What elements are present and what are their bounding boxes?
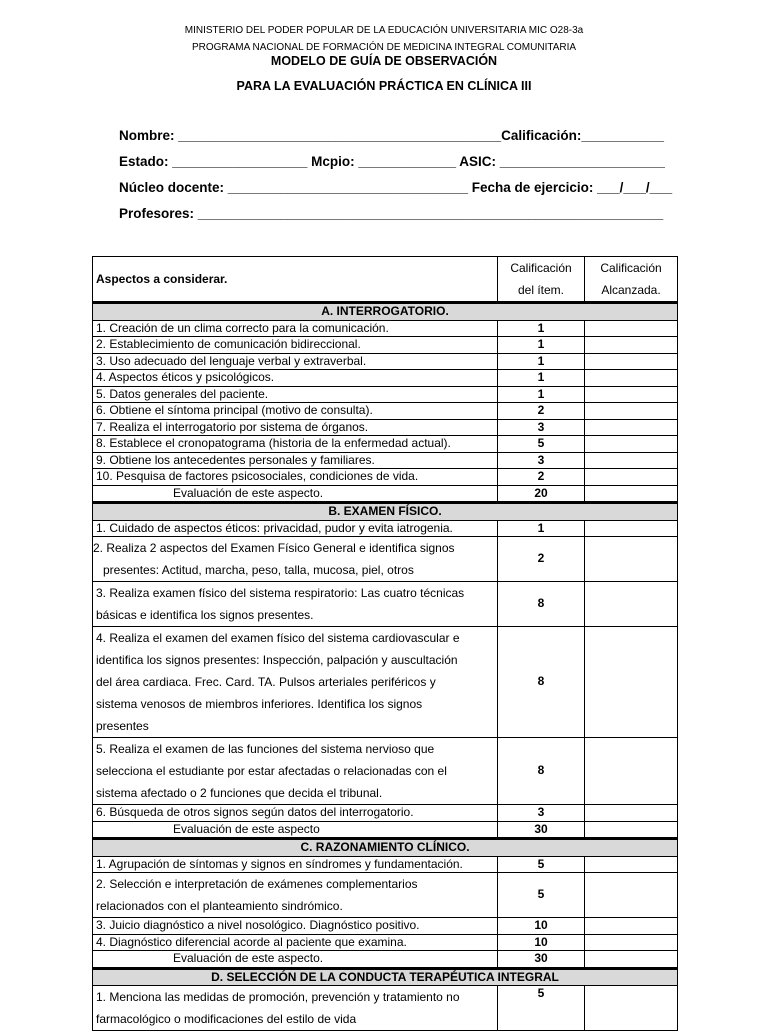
program-header: PROGRAMA NACIONAL DE FORMACIÓN DE MEDICINA INTEGRAL COMUNITARIA (191, 42, 577, 53)
profesores-field[interactable]: Profesores: ______________________________________________________________ (119, 206, 664, 221)
table-row: 2. Establecimiento de comunicación bidireccional. 1 (93, 337, 678, 354)
table-row: 1. Creación de un clima correcto para la comunicación. 1 (93, 320, 678, 337)
score-input-cell[interactable] (585, 469, 678, 486)
table-row: 2. Realiza 2 aspectos del Examen Físico General e identifica signos presentes: Actitud, marcha, peso, talla, mucosa, piel, otros 2 (93, 537, 678, 582)
table-row: 1. Agrupación de síntomas y signos en síndromes y fundamentación. 5 (93, 856, 678, 873)
table-row: 1. Menciona las medidas de promoción, prevención y tratamiento no farmacológico o modificaciones del estilo de vida 5 (93, 986, 678, 1031)
table-row: 9. Obtiene los antecedentes personales y familiares. 3 (93, 452, 678, 469)
score-input-cell[interactable] (585, 627, 678, 738)
table-row: 3. Realiza examen físico del sistema respiratorio: Las cuatro técnicas básicas e identifica los signos presentes. 8 (93, 582, 678, 627)
table-header-row (93, 257, 678, 303)
score-input-cell[interactable] (585, 918, 678, 935)
score-input-cell[interactable] (585, 337, 678, 354)
table-row: 4. Realiza el examen del examen físico del sistema cardiovascular e identifica los signos presentes: Inspección, palpación y auscultación del área cardiaca. Frec. Card. TA. Pulsos arteriales periféricos y sistema venosos de miembros inferiores. Identifica los signos presentes 8 (93, 627, 678, 738)
score-input-cell[interactable] (585, 805, 678, 822)
evaluation-table (92, 256, 678, 1031)
score-input-cell[interactable] (585, 436, 678, 453)
table-row: 8. Establece el cronopatograma (historia de la enfermedad actual). 5 (93, 436, 678, 453)
table-row: 6. Búsqueda de otros signos según datos del interrogatorio. 3 (93, 805, 678, 822)
score-input-cell[interactable] (585, 485, 678, 503)
section-c-total-row: Evaluación de este aspecto. 30 (93, 951, 678, 969)
score-input-cell[interactable] (585, 821, 678, 839)
table-row: 1. Cuidado de aspectos éticos: privacidad, pudor y evita iatrogenia. 1 (93, 520, 678, 537)
form-fields (119, 123, 679, 227)
score-input-cell[interactable] (585, 386, 678, 403)
section-c-header: C. RAZONAMIENTO CLÍNICO. (93, 839, 678, 857)
score-input-cell[interactable] (585, 582, 678, 627)
estado-field[interactable]: Estado: __________________ Mcpio: _____________ ASIC: ______________________ (119, 154, 665, 169)
section-b-total-row: Evaluación de este aspecto 30 (93, 821, 678, 839)
col-aspects-header: Aspectos a considerar. (93, 257, 498, 303)
score-input-cell[interactable] (585, 452, 678, 469)
score-input-cell[interactable] (585, 320, 678, 337)
score-input-cell[interactable] (585, 738, 678, 805)
score-input-cell[interactable] (585, 403, 678, 420)
col-item-score-header: Calificación del ítem. (498, 257, 585, 303)
table-row: 3. Uso adecuado del lenguaje verbal y extraverbal. 1 (93, 353, 678, 370)
score-input-cell[interactable] (585, 353, 678, 370)
table-row: 5. Realiza el examen de las funciones del sistema nervioso que selecciona el estudiante por estar afectadas o relacionadas con el sistema afectado o 2 funciones que decida el tribunal. 8 (93, 738, 678, 805)
document-subtitle: PARA LA EVALUACIÓN PRÁCTICA EN CLÍNICA III (236, 79, 532, 93)
document-title: MODELO DE GUÍA DE OBSERVACIÓN (270, 54, 498, 68)
nucleo-field[interactable]: Núcleo docente: ________________________________ Fecha de ejercicio: ___/___/___ (119, 180, 673, 195)
score-input-cell[interactable] (585, 856, 678, 873)
table-row: 6. Obtiene el síntoma principal (motivo de consulta). 2 (93, 403, 678, 420)
section-a-total-row: Evaluación de este aspecto. 20 (93, 485, 678, 503)
score-input-cell[interactable] (585, 419, 678, 436)
table-row: 2. Selección e interpretación de exámenes complementarios relacionados con el planteamiento sindrómico. 5 (93, 873, 678, 918)
table-row: 10. Pesquisa de factores psicosociales, condiciones de vida. 2 (93, 469, 678, 486)
score-input-cell[interactable] (585, 370, 678, 387)
score-input-cell[interactable] (585, 537, 678, 582)
score-input-cell[interactable] (585, 520, 678, 537)
nombre-field[interactable]: Nombre: ___________________________________________Calificación:___________ (119, 128, 664, 143)
table-row: 5. Datos generales del paciente. 1 (93, 386, 678, 403)
score-input-cell[interactable] (585, 934, 678, 951)
score-input-cell[interactable] (585, 873, 678, 918)
table-row: 3. Juicio diagnóstico a nivel nosológico. Diagnóstico positivo. 10 (93, 918, 678, 935)
ministry-header: MINISTERIO DEL PODER POPULAR DE LA EDUCACIÓN UNIVERSITARIA MIC O28-3a (184, 25, 584, 36)
section-a-header: A. INTERROGATORIO. (93, 303, 678, 321)
table-row: 4. Diagnóstico diferencial acorde al paciente que examina. 10 (93, 934, 678, 951)
score-input-cell[interactable] (585, 951, 678, 969)
col-reached-score-header: Calificación Alcanzada. (585, 257, 678, 303)
table-row: 7. Realiza el interrogatorio por sistema de órganos. 3 (93, 419, 678, 436)
table-row: 4. Aspectos éticos y psicológicos. 1 (93, 370, 678, 387)
section-b-header: B. EXAMEN FÍSICO. (93, 503, 678, 521)
section-d-header: D. SELECCIÓN DE LA CONDUCTA TERAPÉUTICA INTEGRAL (93, 968, 678, 986)
